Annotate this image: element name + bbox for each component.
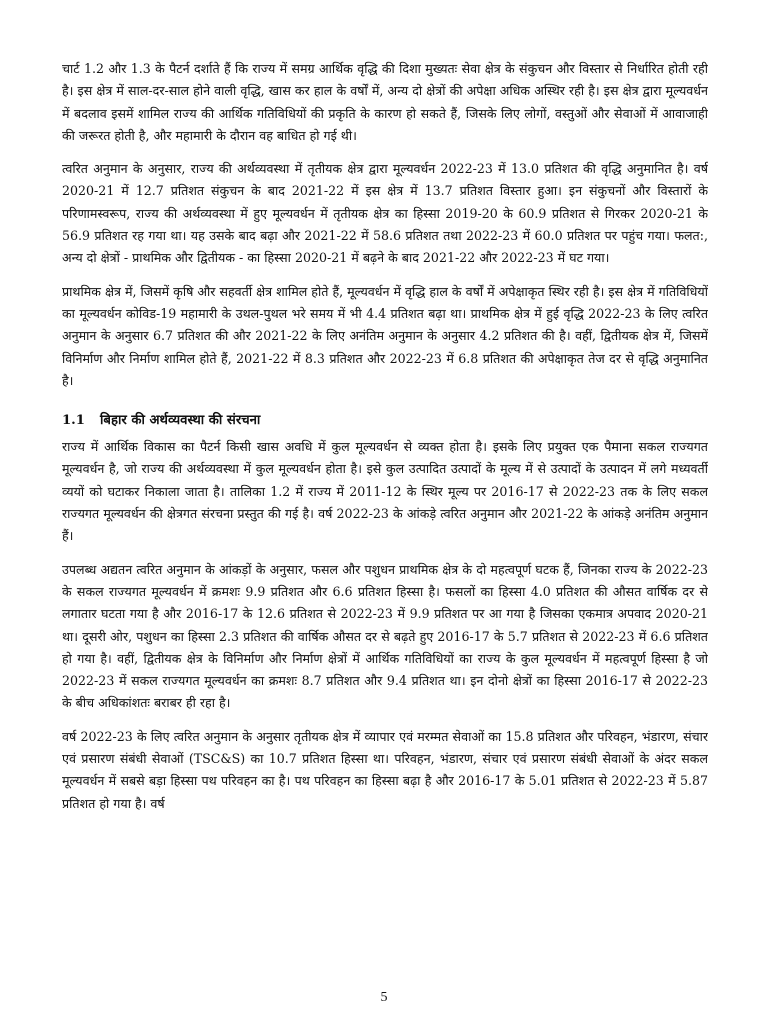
paragraph-tertiary-growth: त्वरित अनुमान के अनुसार, राज्य की अर्थव्यवस्था में तृतीयक क्षेत्र द्वारा मूल्यवर्धन 2022-23 में 13.0 प्रतिशत की वृद्धि अनुमानित है। वर्ष 2020-21 में 12.7 प्रतिशत संकुचन के बाद 2021-22 में इस क्षेत्र में 13.7 प्रतिशत विस्तार हुआ। इन संकुचनों और विस्तारों के परिणामस्वरूप, राज्य की अर्थव्यवस्था में हुए मूल्यवर्धन में तृतीयक क्षेत्र का हिस्सा 2019-20 के 60.9 प्रतिशत से गिरकर 2020-21 के 56.9 प्रतिशत रह गया था। यह उसके बाद बढ़ा और 2021-22 में 58.6 प्रतिशत तथा 2022-23 में 60.0 प्रतिशत पर पहुंच गया। फलत:, अन्य दो क्षेत्रों - प्राथमिक और द्वितीयक - का हिस्सा 2020-21 में बढ़ने के बाद 2021-22 और 2022-23 में घट गया। bbox=[62, 161, 708, 266]
paragraph-primary-secondary: प्राथमिक क्षेत्र में, जिसमें कृषि और सहवर्ती क्षेत्र शामिल होते हैं, मूल्यवर्धन में वृद्धि हाल के वर्षों में अपेक्षाकृत स्थिर रही है। इस क्षेत्र में गतिविधियों का मूल्यवर्धन कोविड-19 महामारी के उथल-पुथल भरे समय में भी 4.4 प्रतिशत बढ़ा था। प्राथमिक क्षेत्र में हुई वृद्धि 2022-23 के लिए त्वरित अनुमान के अनुसार 6.7 प्रतिशत की और 2021-22 के लिए अनंतिम अनुमान के अनुसार 4.2 प्रतिशत की है। वहीं, द्वितीयक क्षेत्र में, जिसमें विनिर्माण और निर्माण शामिल होते हैं, 2021-22 में 8.3 प्रतिशत और 2022-23 में 6.8 प्रतिशत की अपेक्षाकृत तेज दर से वृद्धि अनुमानित है। bbox=[62, 283, 708, 388]
paragraph-chart-patterns: चार्ट 1.2 और 1.3 के पैटर्न दर्शाते हैं कि राज्य में समग्र आर्थिक वृद्धि की दिशा मुख्यतः सेवा क्षेत्र के संकुचन और विस्तार से निर्धारित होती रही है। इस क्षेत्र में साल-दर-साल होने वाली वृद्धि, खास कर हाल के वर्षों में, अन्य दो क्षेत्रों की अपेक्षा अधिक अस्थिर रही है। इस क्षेत्र द्वारा मूल्यवर्धन में बदलाव इसमें शामिल राज्य की आर्थिक गतिविधियों की प्रकृति के कारण हो सकते हैं, जिसके लिए लोगों, वस्तुओं और सेवाओं में आवाजाही की जरूरत होती है, और महामारी के दौरान वह बाधित हो गई थी। bbox=[62, 61, 708, 143]
paragraph-crops-livestock: उपलब्ध अद्यतन त्वरित अनुमान के आंकड़ों के अनुसार, फसल और पशुधन प्राथमिक क्षेत्र के दो महत्वपूर्ण घटक हैं, जिनका राज्य के 2022-23 के सकल राज्यगत मूल्यवर्धन में क्रमशः 9.9 प्रतिशत और 6.6 प्रतिशत हिस्सा है। फसलों का हिस्सा 4.0 प्रतिशत की औसत वार्षिक दर से लगातार घटता गया है और 2016-17 के 12.6 प्रतिशत से 2022-23 में 9.9 प्रतिशत पर आ गया है जिसका एकमात्र अपवाद 2020-21 था। दूसरी ओर, पशुधन का हिस्सा 2.3 प्रतिशत की वार्षिक औसत दर से बढ़ते हुए 2016-17 के 5.7 प्रतिशत से 2022-23 में 6.6 प्रतिशत हो गया है। वहीं, द्वितीयक क्षेत्र के विनिर्माण और निर्माण क्षेत्रों में आर्थिक गतिविधियों का राज्य के कुल मूल्यवर्धन में महत्वपूर्ण हिस्सा है जो 2022-23 में सकल राज्यगत मूल्यवर्धन का क्रमशः 8.7 प्रतिशत और 9.4 प्रतिशत था। इन दोनो क्षेत्रों का हिस्सा 2016-17 से 2022-23 के बीच अधिकांशतः बराबर ही रहा है। bbox=[62, 561, 708, 711]
document-page bbox=[62, 58, 708, 978]
section-heading bbox=[62, 410, 708, 432]
paragraph-tertiary-services: वर्ष 2022-23 के लिए त्वरित अनुमान के अनुसार तृतीयक क्षेत्र में व्यापार एवं मरम्मत सेवाओं का 15.8 प्रतिशत और परिवहन, भंडारण, संचार एवं प्रसारण संबंधी सेवाओं (TSC&S) का 10.7 प्रतिशत हिस्सा था। परिवहन, भंडारण, संचार एवं प्रसारण संबंधी सेवाओं के अंदर सकल मूल्यवर्धन में सबसे बड़ा हिस्सा पथ परिवहन का है। पथ परिवहन का हिस्सा बढ़ा है और 2016-17 के 5.01 प्रतिशत से 2022-23 में 5.87 प्रतिशत हो गया है। वर्ष bbox=[62, 728, 708, 811]
section-number: 1.1 bbox=[62, 413, 85, 429]
section-title: बिहार की अर्थव्यवस्था की संरचना bbox=[100, 413, 261, 429]
page-number: 5 bbox=[380, 990, 388, 1005]
paragraph-gsva-structure: राज्य में आर्थिक विकास का पैटर्न किसी खास अवधि में कुल मूल्यवर्धन से व्यक्त होता है। इसके लिए प्रयुक्त एक पैमाना सकल राज्यगत मूल्यवर्धन है, जो राज्य की अर्थव्यवस्था में कुल मूल्यवर्धन होता है। इसे कुल उत्पादित उत्पादों के मूल्य में से उत्पादों के उत्पादन में लगे मध्यवर्ती व्ययों को घटाकर निकाला जाता है। तालिका 1.2 में राज्य में 2011-12 के स्थिर मूल्य पर 2016-17 से 2022-23 तक के लिए सकल राज्यगत मूल्यवर्धन की क्षेत्रगत संरचना प्रस्तुत की गई है। वर्ष 2022-23 के आंकड़े त्वरित अनुमान और 2021-22 के आंकड़े अनंतिम अनुमान हैं। bbox=[62, 439, 708, 544]
